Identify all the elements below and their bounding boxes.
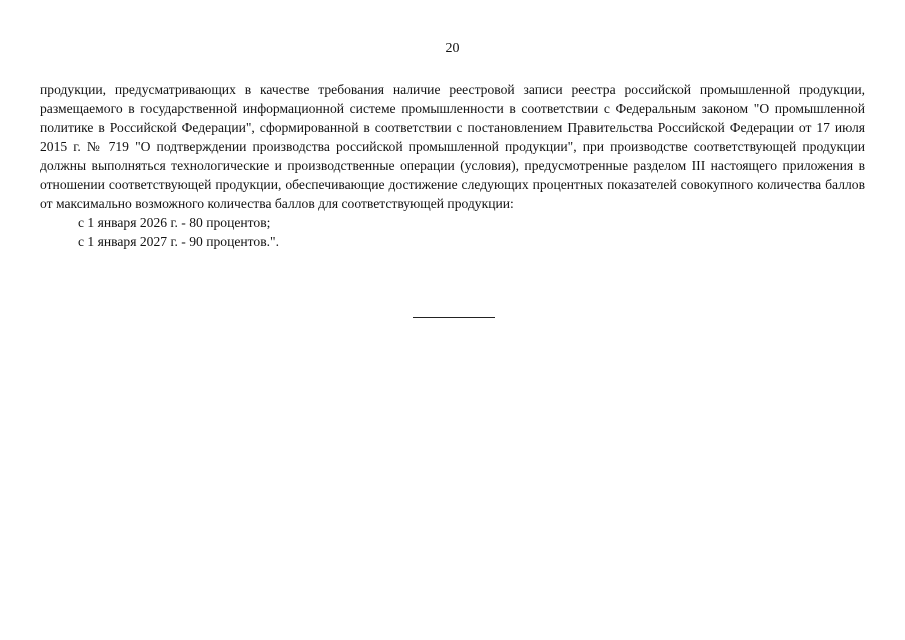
body-paragraph: продукции, предусматривающих в качестве требования наличие реестровой записи реестра российской промышленной продукции, размещаемого в государственной информационной системе промышленности в соответствии с Федеральным законом "О промышленной политике в Российской Федерации", сформированной в соответствии с постановлением Правительства Российской Федерации от 17 июля 2015 г. № 719 "О подтверждении производства российской промышленной продукции", при производстве соответствующей продукции должны выполняться технологические и производственные операции (условия), предусмотренные разделом III настоящего приложения в отношении соответствующей продукции, обеспечивающие достижение следующих процентных показателей совокупного количества баллов от максимально возможного количества баллов для соответствующей продукции:: [40, 82, 865, 211]
list-item-2026: с 1 января 2026 г. - 80 процентов;: [78, 215, 271, 230]
list-item-2027: с 1 января 2027 г. - 90 процентов.".: [78, 234, 279, 249]
document-body: [40, 80, 865, 251]
end-separator-line: [413, 317, 495, 318]
page-number: 20: [445, 41, 460, 56]
